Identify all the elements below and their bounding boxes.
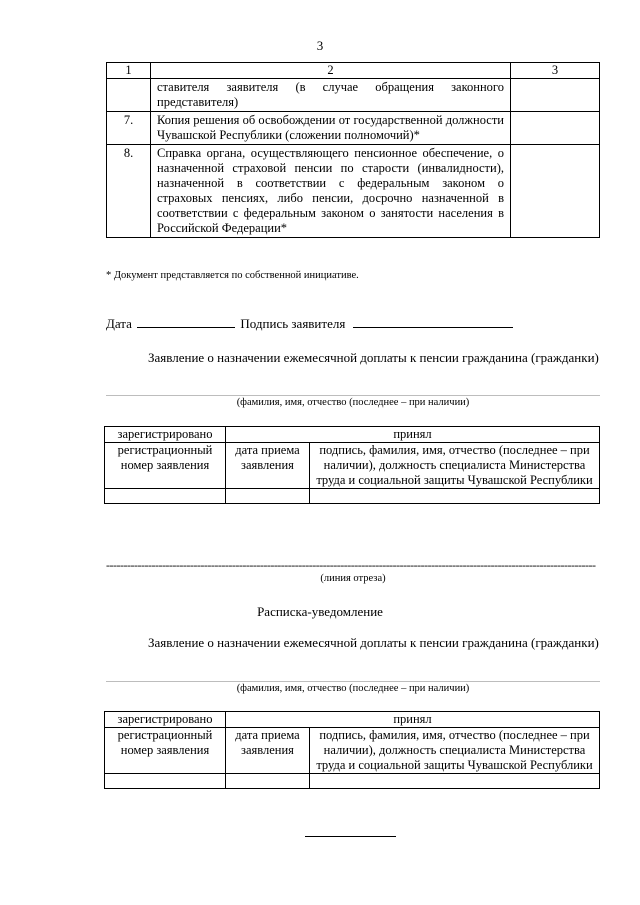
column-header-2: 2 bbox=[151, 63, 511, 79]
receipt-header-row bbox=[105, 712, 600, 728]
accepted-by-cell[interactable] bbox=[310, 489, 600, 504]
row-text: ставителя заявителя (в случае обращения законного представителя) bbox=[151, 79, 511, 112]
table-row bbox=[107, 112, 600, 145]
receipt-title: Расписка-уведомление bbox=[257, 604, 383, 619]
application-statement-text: Заявление о назначении ежемесячной доплаты к пенсии гражданина (гражданки) bbox=[148, 350, 599, 365]
date-label: Дата bbox=[106, 316, 132, 331]
row-col3 bbox=[511, 145, 600, 238]
registration-labels-row bbox=[105, 443, 600, 489]
signature-field[interactable] bbox=[353, 317, 513, 328]
name-caption: (фамилия, имя, отчество (последнее – при наличии) bbox=[236, 397, 470, 408]
bottom-divider bbox=[305, 836, 396, 837]
receipt-statement-text: Заявление о назначении ежемесячной доплаты к пенсии гражданина (гражданки) bbox=[148, 635, 599, 650]
receipt-date-label: дата приема заявления bbox=[226, 443, 310, 489]
receipt-date-label: дата приема заявления bbox=[226, 728, 310, 774]
signature-label: Подпись заявителя bbox=[240, 316, 346, 331]
row-number bbox=[107, 79, 151, 112]
receipt-accepted-header: принял bbox=[226, 712, 600, 728]
reg-number-cell[interactable] bbox=[105, 489, 226, 504]
receipt-date-cell[interactable] bbox=[226, 774, 310, 789]
receipt-entry-row bbox=[105, 774, 600, 789]
receipt-reg-number-cell[interactable] bbox=[105, 774, 226, 789]
receipt-reg-number-label: регистрационный номер заявления bbox=[105, 728, 226, 774]
receipt-registration-table bbox=[104, 711, 600, 789]
receipt-name-caption: (фамилия, имя, отчество (последнее – при наличии) bbox=[236, 683, 470, 694]
accepted-by-label: подпись, фамилия, имя, отчество (последнее – при наличии), должность специалиста Министерства труда и социальной защиты Чувашской Республики bbox=[310, 443, 600, 489]
row-text: Справка органа, осуществляющего пенсионное обеспечение, о назначенной страховой пенсии по старости (инвалидности), назначенной в соответствии с федеральным законом о страховых пенсиях, либо пенсии, досрочно назначенной в соответствии с федеральным законом о занятости населения в Российской Федерации* bbox=[151, 145, 511, 238]
registered-header: зарегистрировано bbox=[105, 427, 226, 443]
receipt-labels-row bbox=[105, 728, 600, 774]
page-number: 3 bbox=[316, 38, 324, 53]
documents-table bbox=[106, 62, 600, 238]
registration-header-row bbox=[105, 427, 600, 443]
column-header-3: 3 bbox=[511, 63, 600, 79]
name-field-line[interactable] bbox=[106, 395, 600, 396]
receipt-accepted-by-label: подпись, фамилия, имя, отчество (последнее – при наличии), должность специалиста Министерства труда и социальной защиты Чувашской Республики bbox=[310, 728, 600, 774]
column-header-1: 1 bbox=[107, 63, 151, 79]
receipt-registered-header: зарегистрировано bbox=[105, 712, 226, 728]
table-row bbox=[107, 145, 600, 238]
row-col3 bbox=[511, 112, 600, 145]
row-number: 8. bbox=[107, 145, 151, 238]
application-statement bbox=[106, 349, 600, 366]
registration-table bbox=[104, 426, 600, 504]
accepted-header: принял bbox=[226, 427, 600, 443]
row-number: 7. bbox=[107, 112, 151, 145]
date-field[interactable] bbox=[137, 317, 235, 328]
table-row bbox=[107, 79, 600, 112]
receipt-date-cell[interactable] bbox=[226, 489, 310, 504]
date-signature-line bbox=[106, 316, 513, 332]
reg-number-label: регистрационный номер заявления bbox=[105, 443, 226, 489]
row-text: Копия решения об освобождении от государственной должности Чувашской Республики (сложении полномочий)* bbox=[151, 112, 511, 145]
receipt-statement bbox=[106, 634, 600, 651]
receipt-accepted-by-cell[interactable] bbox=[310, 774, 600, 789]
cut-line-caption: (линия отреза) bbox=[320, 573, 386, 584]
registration-entry-row bbox=[105, 489, 600, 504]
footnote: * Документ представляется по собственной инициативе. bbox=[106, 270, 359, 281]
row-col3 bbox=[511, 79, 600, 112]
table-header-row bbox=[107, 63, 600, 79]
receipt-name-field-line[interactable] bbox=[106, 681, 600, 682]
cut-line: -------------------------------------------------------------------------------------------------------------------------------------------- bbox=[106, 558, 596, 572]
